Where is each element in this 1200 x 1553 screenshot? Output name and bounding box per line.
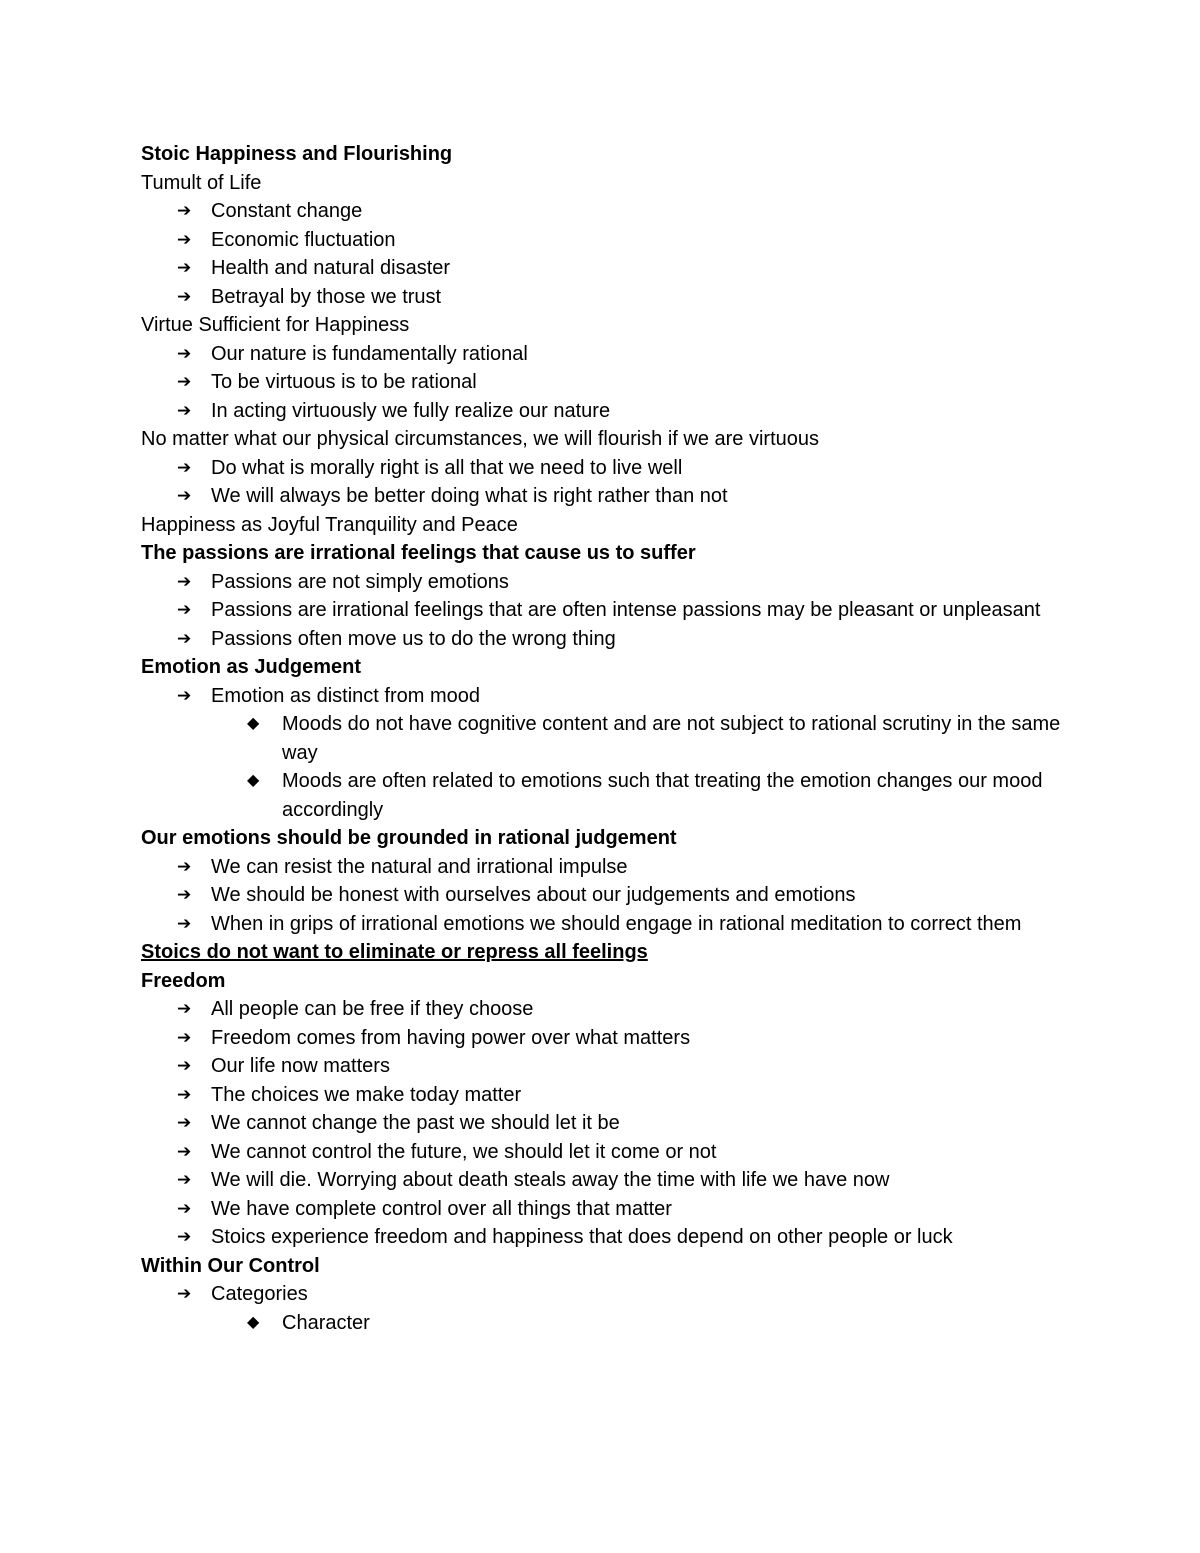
arrow-bullet-icon: ➔ [177,1027,192,1047]
list-item: ➔ Constant change [141,197,1071,226]
list-item: ➔ Categories [141,1280,1071,1309]
arrow-bullet-icon: ➔ [177,486,192,505]
arrow-bullet-icon: ➔ [177,457,192,477]
arrow-bullet-icon: ➔ [177,1284,192,1303]
list-item: ➔ All people can be free if they choose [141,995,1071,1024]
document-body [141,140,1071,1337]
list-item: ➔ Do what is morally right is all that we need to live well [141,454,1071,483]
list-item: ➔ Passions are irrational feelings that are often intense passions may be pleasant or unpleasant [141,596,1071,625]
arrow-bullet-icon: ➔ [177,1141,192,1161]
section-heading: No matter what our physical circumstances, we will flourish if we are virtuous [141,428,820,450]
list-item: ➔ We cannot control the future, we should let it come or not [141,1138,1071,1167]
list-item: ➔ To be virtuous is to be rational [141,368,1071,397]
list-item: ➔ We cannot change the past we should let it be [141,1109,1071,1138]
list-item: ➔ The choices we make today matter [141,1081,1071,1110]
section-heading: Within Our Control [141,1254,320,1277]
list-item: ➔ Our nature is fundamentally rational [141,340,1071,369]
arrow-bullet-icon: ➔ [177,856,192,876]
arrow-bullet-icon: ➔ [177,600,192,619]
arrow-bullet-icon: ➔ [177,885,192,904]
list-item: ➔ Health and natural disaster [141,254,1071,283]
list-item: ➔ Economic fluctuation [141,226,1071,255]
arrow-bullet-icon: ➔ [177,999,192,1018]
list-item: ➔ Betrayal by those we trust [141,283,1071,312]
section-heading: Tumult of Life [141,171,262,194]
list-item: ➔ We can resist the natural and irrational impulse [141,853,1071,882]
arrow-bullet-icon: ➔ [177,372,192,391]
arrow-bullet-icon: ➔ [177,1084,192,1104]
arrow-bullet-icon: ➔ [177,400,192,420]
list-item: ➔ We will always be better doing what is right rather than not [141,482,1071,511]
list-item: ➔ Passions are not simply emotions [141,568,1071,597]
list-item: ➔ We will die. Worrying about death steals away the time with life we have now [141,1166,1071,1195]
arrow-bullet-icon: ➔ [177,1170,192,1189]
arrow-bullet-icon: ➔ [177,685,192,705]
sub-list-item: ◆ Moods are often related to emotions such that treating the emotion changes our mood accordingly [141,767,1071,824]
section-heading: The passions are irrational feelings that cause us to suffer [141,542,696,564]
diamond-bullet-icon: ◆ [247,1313,260,1331]
section-heading: Freedom [141,969,226,992]
arrow-bullet-icon: ➔ [177,229,192,249]
arrow-bullet-icon: ➔ [177,1227,192,1246]
sub-list-item: ◆ Character [141,1309,1071,1338]
section-heading: Our emotions should be grounded in rational judgement [141,827,677,849]
list-item: ➔ Stoics experience freedom and happiness that does depend on other people or luck [141,1223,1071,1252]
arrow-bullet-icon: ➔ [177,1056,192,1075]
list-item: ➔ In acting virtuously we fully realize our nature [141,397,1071,426]
document-title: Stoic Happiness and Flourishing [141,143,453,165]
arrow-bullet-icon: ➔ [177,1113,192,1132]
arrow-bullet-icon: ➔ [177,571,192,591]
sub-list-item: ◆ Moods do not have cognitive content and are not subject to rational scrutiny in the same way [141,710,1071,767]
section-heading: Virtue Sufficient for Happiness [141,314,410,336]
arrow-bullet-icon: ➔ [177,1198,192,1218]
list-item: ➔ Freedom comes from having power over what matters [141,1024,1071,1053]
arrow-bullet-icon: ➔ [177,201,192,220]
arrow-bullet-icon: ➔ [177,286,192,306]
diamond-bullet-icon: ◆ [247,772,260,789]
list-item: ➔ Passions often move us to do the wrong thing [141,625,1071,654]
list-item: ➔ We have complete control over all things that matter [141,1195,1071,1224]
section-heading: Stoics do not want to eliminate or repress all feelings [141,941,648,963]
list-item: ➔ Our life now matters [141,1052,1071,1081]
list-item: ➔ Emotion as distinct from mood [141,682,1071,711]
section-heading: Emotion as Judgement [141,656,362,678]
diamond-bullet-icon: ◆ [247,715,260,732]
arrow-bullet-icon: ➔ [177,343,192,363]
list-item: ➔ When in grips of irrational emotions we should engage in rational meditation to correct them [141,910,1071,939]
arrow-bullet-icon: ➔ [177,913,192,933]
arrow-bullet-icon: ➔ [177,258,192,277]
section-heading: Happiness as Joyful Tranquility and Peace [141,513,518,536]
arrow-bullet-icon: ➔ [177,628,192,648]
list-item: ➔ We should be honest with ourselves about our judgements and emotions [141,881,1071,910]
